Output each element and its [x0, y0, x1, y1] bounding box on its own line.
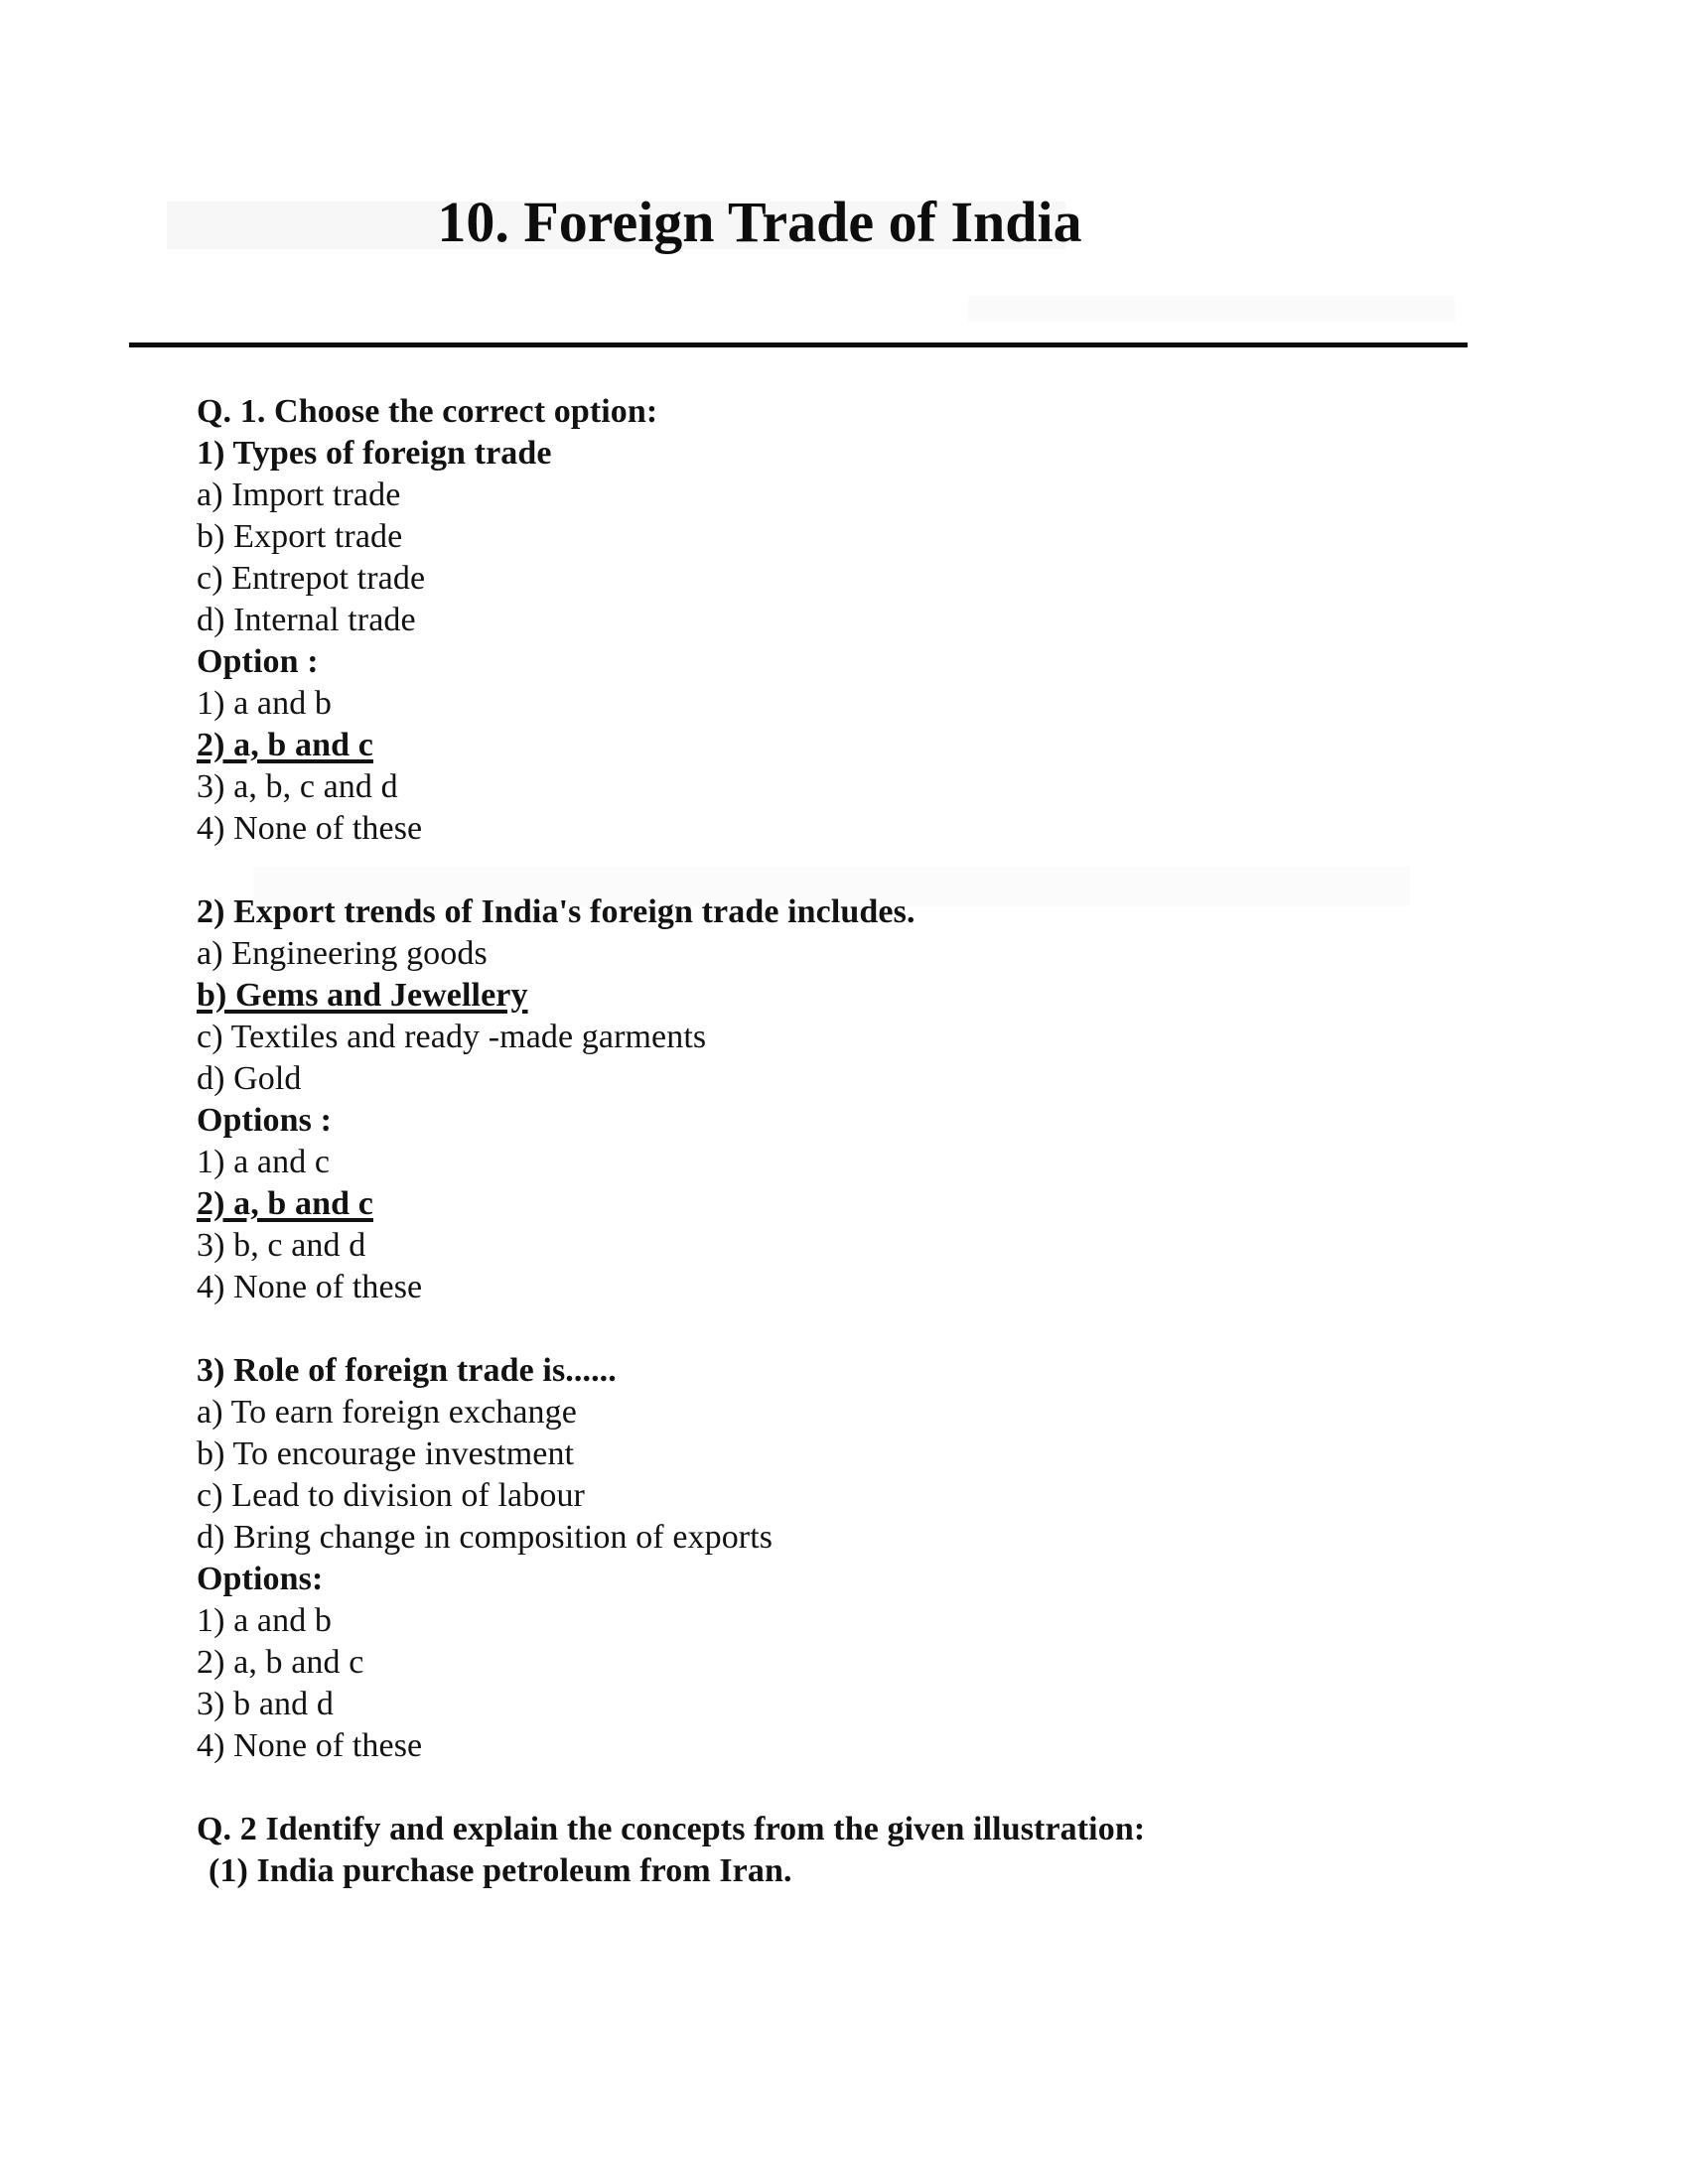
q1-part2-answer-choice: b) Gems and Jewellery — [197, 977, 528, 1014]
q2-item-1: (1) India purchase petroleum from Iran. — [209, 1852, 792, 1889]
q1-heading: Q. 1. Choose the correct option: — [197, 393, 658, 430]
q2-heading: Q. 2 Identify and explain the concepts from the given illustration: — [197, 1811, 1146, 1847]
q1-part2-option-1: 1) a and c — [197, 1144, 331, 1180]
q1-part3-choice-a: a) To earn foreign exchange — [197, 1394, 577, 1431]
q1-part1-choice-c: c) Entrepot trade — [197, 560, 426, 597]
q1-part1-choice-d: d) Internal trade — [197, 602, 416, 638]
q1-part2-question: 2) Export trends of India's foreign trade includes. — [197, 893, 915, 930]
title-divider-rule — [129, 342, 1468, 347]
q1-part2-choice-b — [197, 975, 1145, 1017]
q1-part2-answer: 2) a, b and c — [197, 1185, 373, 1222]
chapter-title: 10. Foreign Trade of India — [437, 190, 1082, 254]
q1-part1-options-label: Option : — [197, 643, 319, 680]
q1-part3-option-2: 2) a, b and c — [197, 1644, 364, 1681]
q1-part2-options-label: Options : — [197, 1102, 332, 1139]
q1-part1-option-4: 4) None of these — [197, 810, 423, 847]
q1-part2-choice-c: c) Textiles and ready -made garments — [197, 1019, 707, 1055]
q1-part2-option-4: 4) None of these — [197, 1269, 423, 1305]
document-body — [197, 391, 1145, 1892]
q1-part2-choice-d: d) Gold — [197, 1060, 302, 1097]
scan-artifact — [968, 296, 1455, 322]
q1-part1-option-2 — [197, 725, 1145, 766]
q1-part1-choice-b: b) Export trade — [197, 518, 403, 555]
q1-part2-option-2 — [197, 1183, 1145, 1225]
spacer — [197, 1308, 1145, 1350]
q1-part3-choice-d: d) Bring change in composition of exports — [197, 1519, 774, 1556]
q1-part2-option-3: 3) b, c and d — [197, 1227, 366, 1264]
spacer — [197, 850, 1145, 891]
q1-part3-option-3: 3) b and d — [197, 1686, 334, 1722]
q1-part3-question: 3) Role of foreign trade is...... — [197, 1352, 617, 1389]
q1-part3-option-1: 1) a and b — [197, 1602, 333, 1639]
q1-part1-answer: 2) a, b and c — [197, 727, 373, 763]
q1-part1-question: 1) Types of foreign trade — [197, 435, 552, 472]
q1-part1-option-3: 3) a, b, c and d — [197, 768, 398, 805]
q1-part2-choice-a: a) Engineering goods — [197, 935, 488, 972]
q1-part3-option-4: 4) None of these — [197, 1727, 423, 1764]
q1-part3-choice-c: c) Lead to division of labour — [197, 1477, 585, 1514]
spacer — [197, 1767, 1145, 1809]
q1-part3-options-label: Options: — [197, 1561, 324, 1597]
q1-part1-option-1: 1) a and b — [197, 685, 333, 722]
q1-part3-choice-b: b) To encourage investment — [197, 1435, 575, 1472]
q1-part1-choice-a: a) Import trade — [197, 477, 401, 513]
